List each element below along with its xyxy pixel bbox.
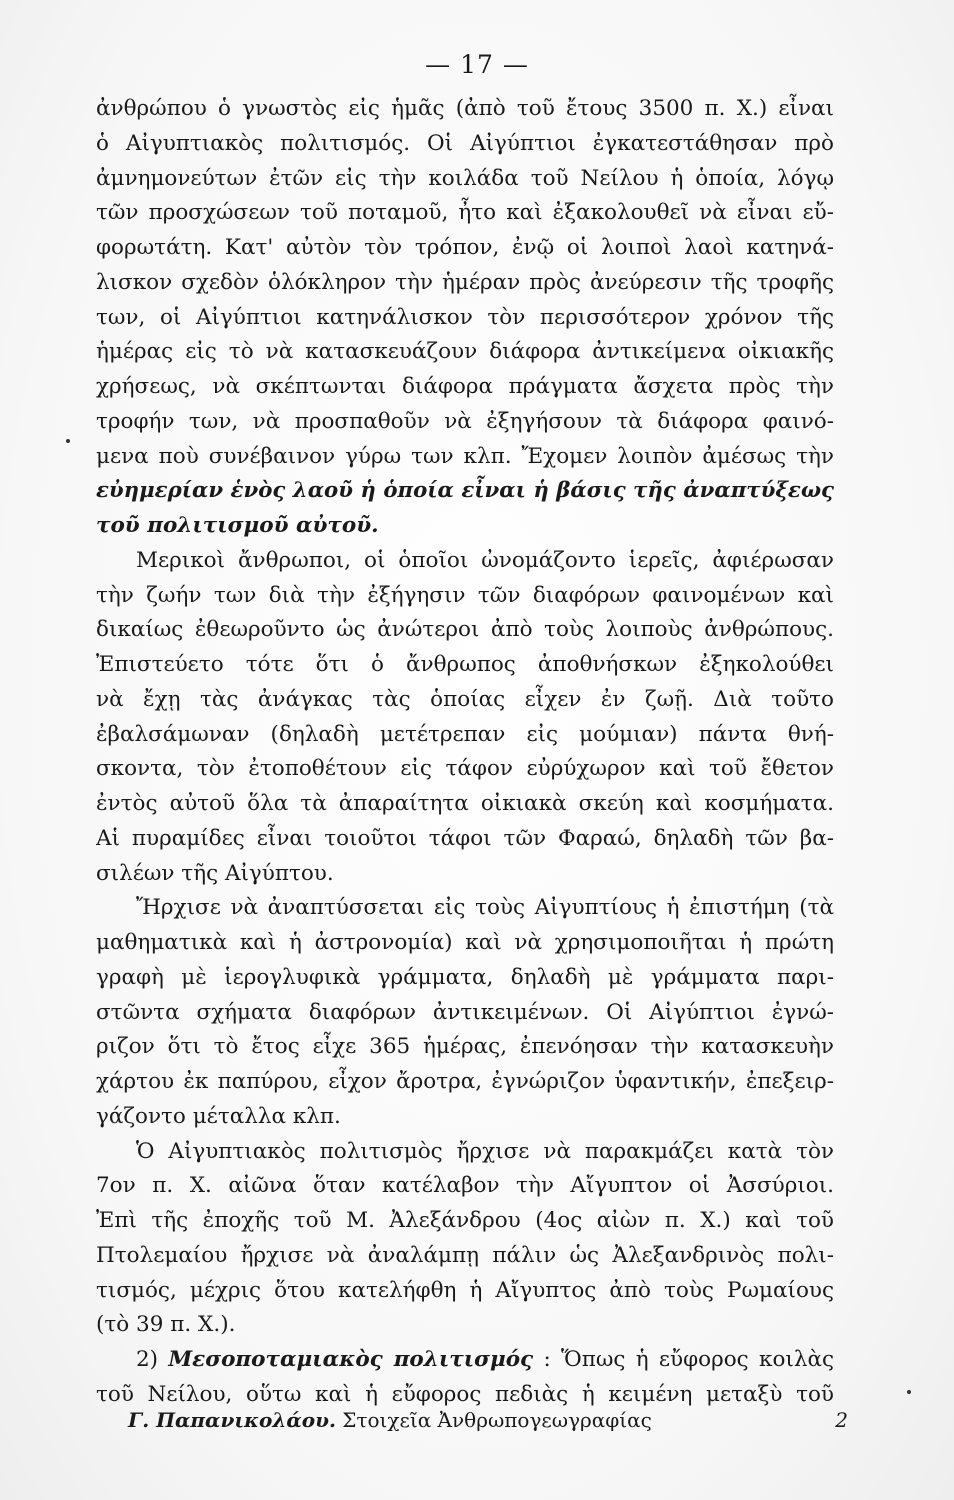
- text-line: ριζον ὅτι τὸ ἔτος εἶχε 365 ἡμέρας, ἐπενόησαν τὴν κατασκευὴν: [96, 1034, 834, 1060]
- text-line: σκοντα, τὸν ἐτοποθέτουν εἰς τάφον εὐρύχωρον καὶ τοῦ ἔθετον: [96, 756, 834, 782]
- text-line: 7ον π. Χ. αἰῶνα ὅταν κατέλαβον τὴν Αἴγυπτον οἱ Ἀσσύριοι.: [96, 1173, 834, 1199]
- text-line: λισκον σχεδὸν ὁλόκληρον τὴν ἡμέραν πρὸς ἀνεύρεσιν τῆς τροφῆς: [96, 269, 834, 295]
- section-line-rest: : Ὅπως ἡ εὔφορος κοιλὰς: [543, 1347, 834, 1372]
- text-line: (τὸ 39 π. Χ.).: [96, 1312, 236, 1338]
- page-footer: [128, 1408, 848, 1432]
- text-line: Ἐπιστεύετο τότε ὅτι ὁ ἄνθρωπος ἀποθνήσκων ἐξηκολούθει: [96, 652, 834, 677]
- text-line: τὴν ζωήν των διὰ τὴν ἐξήγησιν τῶν διαφόρων φαινομένων καὶ: [96, 582, 834, 608]
- paragraph-first-line: Ἤρχισε νὰ ἀναπτύσσεται εἰς τοὺς Αἰγυπτίους ἡ ἐπιστήμη (τὰ: [136, 895, 834, 921]
- signature-mark: 2: [835, 1408, 848, 1432]
- footer-author: Γ. Παπανικολάου.: [128, 1408, 336, 1432]
- emphasis-line: τοῦ πολιτισμοῦ αὐτοῦ.: [96, 513, 379, 538]
- section-heading-line: [96, 1343, 834, 1378]
- text-line: ὁ Αἰγυπτιακὸς πολιτισμός. Οἱ Αἰγύπτιοι ἐγκατεστάθησαν πρὸ: [96, 130, 834, 156]
- text-line: γάζοντο μέταλλα κλπ.: [96, 1103, 341, 1129]
- text-line: ἀμνημονεύτων ἐτῶν εἰς τὴν κοιλάδα τοῦ Νείλου ἡ ὁποία, λόγῳ: [96, 165, 834, 191]
- ink-speck: [907, 1390, 911, 1394]
- text-line: σιλέων τῆς Αἰγύπτου.: [96, 860, 334, 886]
- text-line: τροφήν των, νὰ προσπαθοῦν νὰ ἐξηγήσουν τὰ διάφορα φαινό-: [96, 408, 834, 434]
- text-line: τῶν προσχώσεων τοῦ ποταμοῦ, ἦτο καὶ ἐξακολουθεῖ νὰ εἶναι εὔ-: [96, 200, 834, 226]
- text-line: Ἐπὶ τῆς ἐποχῆς τοῦ Μ. Ἀλεξάνδρου (4ος αἰὼν π. Χ.) καὶ τοῦ: [96, 1208, 834, 1233]
- footer-citation: [128, 1408, 652, 1432]
- text-line: Αἱ πυραμίδες εἶναι τοιοῦτοι τάφοι τῶν Φαραώ, δηλαδὴ τῶν βα-: [96, 825, 834, 851]
- text-line: μενα ποὺ συνέβαινον γύρω των κλπ. Ἔχομεν λοιπὸν ἀμέσως τὴν: [96, 443, 834, 469]
- text-line: ἐβαλσάμωναν (δηλαδὴ μετέτρεπαν εἰς μούμιαν) πάντα θνή-: [96, 721, 834, 747]
- text-line: νὰ ἔχῃ τὰς ἀνάγκας τὰς ὁποίας εἶχεν ἐν ζωῇ. Διὰ τοῦτο: [96, 686, 834, 712]
- text-line: Πτολεμαίου ἤρχισε νὰ ἀναλάμπῃ πάλιν ὡς Ἀλεξανδρινὸς πολι-: [96, 1242, 834, 1268]
- text-line: τισμός, μέχρις ὅτου κατελήφθη ἡ Αἴγυπτος ἀπὸ τοὺς Ρωμαίους: [96, 1277, 834, 1303]
- section-number: 2): [136, 1347, 159, 1372]
- text-line: φορωτάτη. Κατ' αὐτὸν τὸν τρόπον, ἐνῷ οἱ λοιποὶ λαοὶ κατηνά-: [96, 235, 834, 260]
- text-line: των, οἱ Αἰγύπτιοι κατηνάλισκον τὸν περισσότερον χρόνον τῆς: [96, 304, 834, 330]
- paragraph-first-line: Μερικοὶ ἄνθρωποι, οἱ ὁποῖοι ὠνομάζοντο ἱερεῖς, ἀφιέρωσαν: [136, 547, 834, 573]
- text-line: χάρτου ἐκ παπύρου, εἶχον ἄροτρα, ἐγνώριζον ὑφαντικήν, ἐπεξειρ-: [96, 1069, 834, 1094]
- text-line: τοῦ Νείλου, οὕτω καὶ ἡ εὔφορος πεδιὰς ἡ κειμένη μεταξὺ τοῦ: [96, 1381, 834, 1407]
- text-line: δικαίως ἐθεωροῦντο ὡς ἀνώτεροι ἀπὸ τοὺς λοιποὺς ἀνθρώπους.: [96, 617, 834, 643]
- text-line: ἐντὸς αὐτοῦ ὅλα τὰ ἀπαραίτητα οἰκιακὰ σκεύη καὶ κοσμήματα.: [96, 791, 834, 816]
- text-line: γραφὴ μὲ ἱερογλυφικὰ γράμματα, δηλαδὴ μὲ γράμματα παρι-: [96, 964, 834, 990]
- text-line: χρήσεως, νὰ σκέπτωνται διάφορα πράγματα ἄσχετα πρὸς τὴν: [96, 374, 834, 399]
- paragraph-first-line: Ὁ Αἰγυπτιακὸς πολιτισμὸς ἤρχισε νὰ παρακμάζει κατὰ τὸν: [136, 1138, 834, 1164]
- emphasis-line: εὐημερίαν ἑνὸς λαοῦ ἡ ὁποία εἶναι ἡ βάσις τῆς ἀναπτύξεως: [96, 478, 834, 504]
- text-line: στῶντα σχήματα διαφόρων ἀντικειμένων. Οἱ Αἰγύπτιοι ἐγνώ-: [96, 999, 834, 1025]
- section-title: Μεσοποταμιακὸς πολιτισμός: [168, 1347, 534, 1372]
- page-number: — 17 —: [425, 50, 529, 79]
- ink-speck: [66, 439, 70, 443]
- text-line: ἀνθρώπου ὁ γνωστὸς εἰς ἡμᾶς (ἀπὸ τοῦ ἔτους 3500 π. Χ.) εἶναι: [96, 96, 834, 121]
- text-line: μαθηματικὰ καὶ ἡ ἀστρονομία) καὶ νὰ χρησιμοποιῆται ἡ πρώτη: [96, 930, 834, 955]
- body-text: [96, 92, 834, 1413]
- text-line: ἡμέρας εἰς τὸ νὰ κατασκευάζουν διάφορα ἀντικείμενα οἰκιακῆς: [96, 339, 834, 365]
- footer-book-title: Στοιχεῖα Ἀνθρωπογεωγραφίας: [342, 1408, 652, 1432]
